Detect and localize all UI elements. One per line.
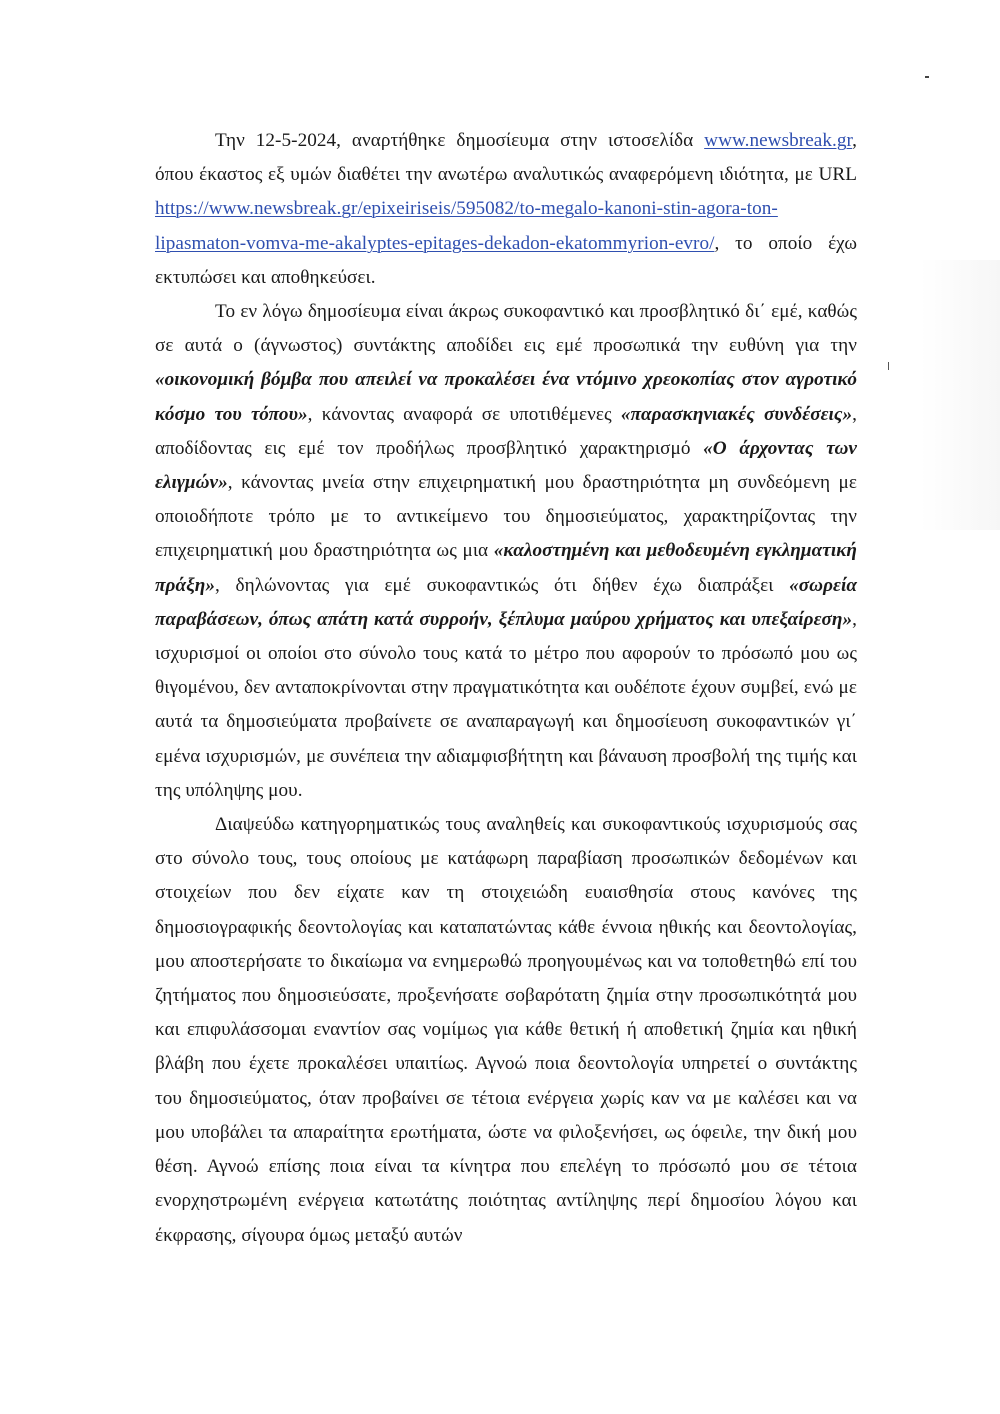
quoted-phrase: «σωρεία παραβάσεων, όπως απάτη κατά συρροήν, ξέπλυμα μαύρου χρήματος και υπεξαίρεση» [155, 574, 857, 630]
paragraph-text: , κάνοντας μνεία στην επιχειρηματική μου δραστηριότητα μη συνδεόμενη με οποιοδήποτε τρόπο με το αντικείμενο του δημοσιεύματος, χαρακτηρίζοντας την επιχειρηματική μου δραστηριότητα ως μια [155, 472, 857, 562]
quoted-phrase: «οικονομική βόμβα που απειλεί να προκαλέσει ένα ντόμινο χρεοκοπίας στον αγροτικό κόσμο του τόπου» [155, 369, 857, 425]
paragraph-text: , το οποίο έχω εκτυπώσει και αποθηκεύσει. [155, 232, 857, 288]
quoted-phrase: «Ο άρχοντας των ελιγμών» [155, 437, 857, 494]
url-link[interactable]: https://www.newsbreak.gr/epixeiriseis/595082/to-megalo-kanoni-stin-agora-ton-lipasmaton-vomva-me-akalyptes-epitages-dekadon-ekatommyrion-evro/ [155, 198, 778, 254]
paragraph-text: Την 12-5-2024, αναρτήθηκε δημοσίευμα στην ιστοσελίδα [215, 130, 705, 151]
paragraph-text: , όπου έκαστος εξ υμών διαθέτει την ανωτέρω αναλυτικώς αναφερόμενη ιδιότητα, με URL [155, 130, 857, 186]
paragraph-text: , αποδίδοντας εις εμέ τον προδήλως προσβλητικό χαρακτηρισμό [155, 403, 857, 459]
paragraph-text: Το εν λόγω δημοσίευμα είναι άκρως συκοφαντικό και προσβλητικό δι΄ εμέ, καθώς σε αυτά ο (άγνωστος) συντάκτης αποδίδει εις εμέ προσωπικά την ευθύνη για την [155, 301, 857, 357]
paragraph-text: Διαψεύδω κατηγορηματικώς τους αναληθείς και συκοφαντικούς ισχυρισμούς σας στο σύνολο τους, τους οποίους με κατάφωρη παραβίαση προσωπικών δεδομένων και στοιχείων που δεν είχατε καν τη στοιχειώδη ευαισθησία στους κανόνες της δημοσιογραφικής δεοντολογίας και καταπατώντας κάθε έννοια ηθικής και δεοντολογίας, μου αποστερήσατε το δικαίωμα να ενημερωθώ προηγουμένως και να τοποθετηθώ επί του ζητήματος που δημοσιεύσατε, προξενήσατε σοβαρότατη ζημία στην προσωπικότητά μου και επιφυλάσσομαι εναντίον σας νομίμως για κάθε θετική ή αποθετική ζημία και ηθική βλάβη που έχετε προκαλέσει υπαιτίως. Αγνοώ ποια δεοντολογία υπηρετεί ο συντάκτης του δημοσιεύματος, όταν προβαίνει σε τέτοια ενέργεια χωρίς καν να με καλέσει και να μου υποβάλει τα απαραίτητα ερωτήματα, ώστε να φιλοξενήσει, ως όφειλε, την δική μου θέση. Αγνοώ επίσης ποια είναι τα κίνητρα που επελέγη το πρόσωπό μου σε τέτοια ενορχηστρωμένη ενέργεια κατωτάτης ποιότητας αντίληψης περί δημοσίου λόγου και έκφρασης, σίγουρα όμως μεταξύ αυτών [155, 814, 857, 1246]
paragraph-text: , ισχυρισμοί οι οποίοι στο σύνολο τους κατά το μέτρο που αφορούν το πρόσωπό μου ως θιγομένου, δεν ανταποκρίνονται στην πραγματικότητα και ουδέποτε έχουν συμβεί, ενώ με αυτά τα δημοσιεύματα προβαίνετε σε αναπαραγωγή και δημοσίευση συκοφαντικών γι΄ εμένα ισχυρισμών, με συνέπεια την αδιαμφισβήτητη και βάναυση προσβολή της τιμής και της υπόληψης μου. [155, 608, 857, 801]
url-link[interactable]: www.newsbreak.gr [704, 130, 853, 151]
paragraph-publication-notice [155, 124, 857, 295]
paragraph-denial [155, 808, 857, 1253]
paragraph-text: , κάνοντας αναφορά σε υποτιθέμενες [307, 403, 621, 425]
margin-tick-mark [888, 362, 889, 370]
scan-edge-shadow [920, 260, 1000, 530]
scan-dash-mark [925, 76, 929, 78]
document-body [155, 124, 857, 1253]
quoted-phrase: «καλοστημένη και μεθοδευμένη εγκληματική πράξη» [155, 540, 858, 596]
paragraph-defamation-claims [155, 295, 857, 808]
paragraph-text: , δηλώνοντας για εμέ συκοφαντικώς ότι δήθεν έχω διαπράξει [215, 574, 790, 596]
quoted-phrase: «παρασκηνιακές συνδέσεις» [620, 403, 853, 425]
